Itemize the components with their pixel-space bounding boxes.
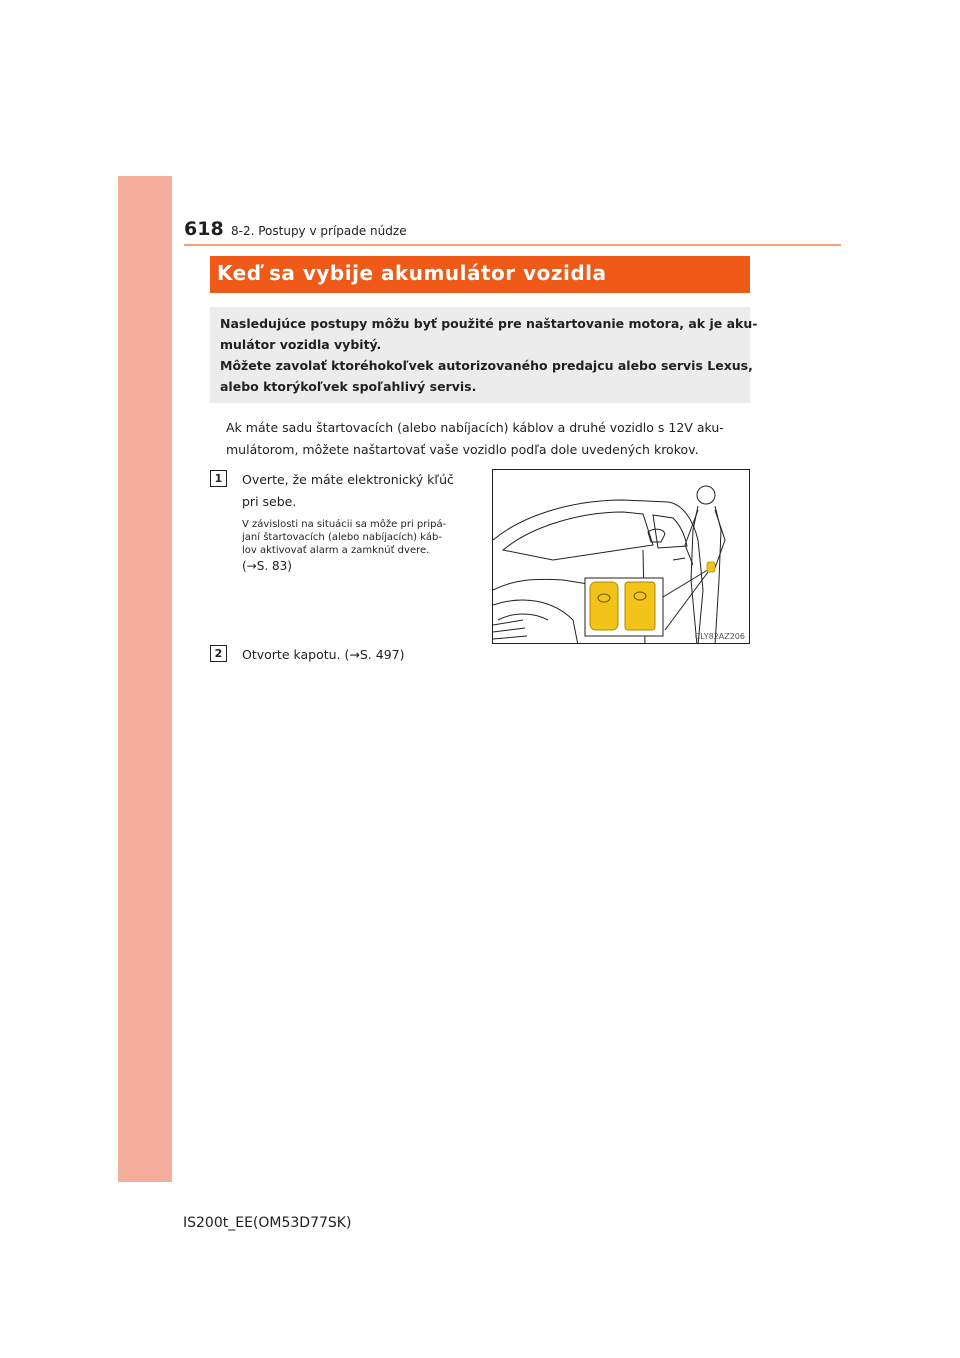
- step-number-2: 2: [210, 645, 227, 662]
- footer-model-code: IS200t_EE(OM53D77SK): [183, 1215, 352, 1231]
- section-reference: 8-2. Postupy v prípade núdze: [231, 224, 407, 238]
- section-title-bar: [210, 256, 750, 293]
- note-line: lov aktivovať alarm a zamknúť dvere.: [242, 545, 430, 556]
- side-tab-bar: [118, 176, 172, 1182]
- key-fob-back: [625, 582, 655, 630]
- note-line: V závislosti na situácii sa môže pri pripá-: [242, 519, 447, 530]
- intro-text: [220, 313, 758, 397]
- note-line: janí štartovacích (alebo nabíjacích) káb-: [242, 532, 442, 543]
- header-rule: [184, 244, 841, 246]
- step-2-text: Otvorte kapotu. (→S. 497): [242, 647, 405, 662]
- page-number: 618: [184, 218, 224, 240]
- step-1-line: Overte, že máte elektronický kľúč: [242, 472, 454, 487]
- page-reference-link[interactable]: (→S. 83): [242, 559, 292, 573]
- step-1-note: [242, 518, 482, 573]
- body-paragraph: [226, 417, 751, 461]
- body-line: mulátorom, môžete naštartovať vaše vozidlo podľa dole uvedených krokov.: [226, 442, 699, 457]
- illustration-code: CLY82AZ206: [694, 632, 745, 641]
- section-title: Keď sa vybije akumulátor vozidla: [217, 261, 607, 285]
- step-1-line: pri sebe.: [242, 494, 297, 509]
- key-fob-front: [590, 582, 618, 630]
- intro-line: mulátor vozidla vybitý.: [220, 337, 382, 352]
- step-1-text: [242, 469, 482, 513]
- car-with-person-drawing: [493, 470, 750, 644]
- step-number-1: 1: [210, 470, 227, 487]
- intro-line: Môžete zavolať ktoréhokoľvek autorizovaného predajcu alebo servis Lexus,: [220, 358, 753, 373]
- body-line: Ak máte sadu štartovacích (alebo nabíjacích) káblov a druhé vozidlo s 12V aku-: [226, 420, 724, 435]
- intro-box: [210, 307, 758, 403]
- car-key-illustration: [492, 469, 750, 644]
- intro-line: Nasledujúce postupy môžu byť použité pre naštartovanie motora, ak je aku-: [220, 316, 758, 331]
- intro-line: alebo ktorýkoľvek spoľahlivý servis.: [220, 379, 477, 394]
